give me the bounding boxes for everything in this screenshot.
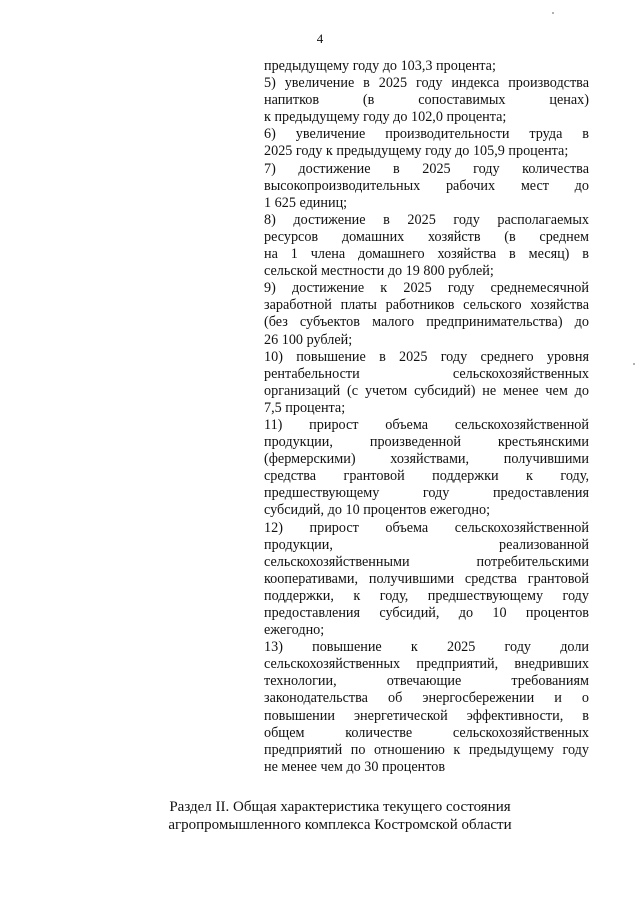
text-line: к предыдущему году до 102,0 процента; (264, 109, 507, 126)
text-line: заработной платы работников сельского хозяйства (264, 297, 589, 314)
document-body (264, 58, 589, 776)
text-line: 5) увеличение в 2025 году индекса производства (264, 75, 589, 92)
section-title-line-1: Раздел II. Общая характеристика текущего состояния (169, 799, 511, 815)
text-line: предшествующему году предоставления (264, 485, 589, 502)
text-line: сельскохозяйственными потребительскими (264, 553, 589, 570)
text-line: предоставления субсидий, до 10 процентов (264, 605, 589, 621)
text-line: продукции, реализованной (264, 536, 589, 553)
text-line: предыдущему году до 103,3 процента; (264, 58, 496, 74)
section-title-line-2: агропромышленного комплекса Костромской области (168, 817, 512, 833)
text-line: технологии, отвечающие требованиям (264, 673, 589, 690)
scan-speck (552, 12, 554, 14)
list-item (264, 161, 589, 212)
text-line: кооперативами, получившими средства грантовой (264, 570, 589, 587)
text-line: 26 100 рублей; (264, 331, 353, 348)
text-line: сельскохозяйственных предприятий, внедривших (264, 656, 589, 673)
text-line: 10) повышение в 2025 году среднего уровня (264, 348, 589, 365)
text-line: 7,5 процента; (264, 399, 346, 416)
text-line: законодательства об энергосбережении и о (264, 690, 589, 707)
list-item (264, 639, 589, 776)
list-item (264, 280, 589, 348)
text-line: субсидий, до 10 процентов ежегодно; (264, 502, 491, 519)
text-line: не менее чем до 30 процентов (264, 758, 446, 775)
list-item (264, 349, 589, 417)
text-line: 1 625 единиц; (264, 194, 348, 211)
text-line: продукции, произведенной крестьянскими (264, 434, 589, 451)
text-line: 13) повышение к 2025 году доли (264, 639, 589, 656)
list-item (264, 212, 589, 280)
text-line: 7) достижение в 2025 году количества (264, 160, 589, 177)
text-line: рентабельности сельскохозяйственных (264, 365, 589, 382)
text-line: 11) прирост объема сельскохозяйственной (264, 416, 589, 433)
list-item (264, 520, 589, 640)
text-line: ресурсов домашних хозяйств (в среднем (264, 228, 589, 245)
text-line: ежегодно; (264, 622, 325, 639)
list-item (264, 75, 589, 126)
text-line: (фермерскими) хозяйствами, получившими (264, 451, 589, 468)
list-item (264, 126, 589, 160)
text-line: высокопроизводительных рабочих мест до (264, 177, 589, 194)
text-line: поддержки, к году, предшествующему году (264, 587, 589, 604)
list-item (264, 417, 589, 520)
text-line: 9) достижение к 2025 году среднемесячной (264, 280, 589, 297)
section-title (150, 798, 530, 834)
text-line: 2025 году к предыдущему году до 105,9 процента; (264, 143, 569, 160)
text-line: средства грантовой поддержки к году, (264, 468, 589, 485)
text-line: напитков (в сопоставимых ценах) (264, 92, 589, 109)
list-item-continuation (264, 58, 589, 75)
text-line: 12) прирост объема сельскохозяйственной (264, 519, 589, 536)
text-line: 8) достижение в 2025 году располагаемых (264, 211, 589, 228)
text-line: (без субъектов малого предпринимательства) до (264, 314, 589, 331)
scan-speck (633, 363, 635, 365)
text-line: общем количестве сельскохозяйственных (264, 724, 589, 741)
text-line: повышении энергетической эффективности, в (264, 707, 589, 724)
text-line: на 1 члена домашнего хозяйства в месяц) в (264, 246, 589, 263)
page-number: 4 (316, 31, 324, 46)
text-line: 6) увеличение производительности труда в (264, 126, 589, 143)
text-line: организаций (с учетом субсидий) не менее чем до (264, 382, 589, 399)
text-line: предприятий по отношению к предыдущему году (264, 741, 589, 758)
text-line: сельской местности до 19 800 рублей; (264, 263, 494, 280)
